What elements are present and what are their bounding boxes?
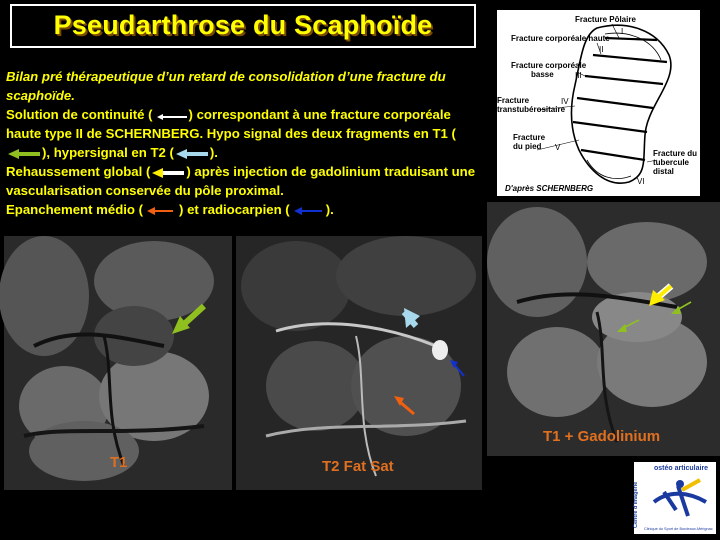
lightblue-arrow-icon: [174, 149, 210, 159]
mri-label-t1-gado: T1 + Gadolinium: [543, 428, 661, 445]
text-segment: ) après injection de gadolinium traduisant une vascularisation conservée du pôle proximal.: [6, 164, 476, 198]
label-corp-basse-2: basse: [531, 70, 554, 79]
mri-label-t2: T2 Fat Sat: [322, 458, 394, 475]
mri-t2-image: [236, 236, 482, 490]
logo-top-text: ostéo articulaire: [654, 465, 709, 472]
label-tub-2: tubercule: [653, 158, 690, 167]
text-segment: ) et radiocarpien (: [179, 202, 290, 217]
text-segment: Rehaussement global (: [6, 164, 151, 179]
label-corp-basse: Fracture corporéale: [511, 61, 587, 70]
scaphoid-drawing: [497, 10, 700, 196]
mri-label-t1: T1: [110, 454, 128, 471]
text-segment: ) correspondant à une fracture corporéale haute type II de SCHERNBERG. Hypo signal des deux fragments en T1 (: [6, 107, 456, 141]
roman-1: I: [621, 27, 624, 36]
mri-t1-gado-image: [487, 202, 720, 456]
mri-t1-image: [4, 236, 232, 490]
diagram-credit: D'après SCHERNBERG: [505, 184, 594, 193]
roman-4: IV: [561, 97, 569, 106]
text-segment: ).: [209, 145, 218, 160]
description-text: [6, 67, 488, 219]
label-tub-3: distal: [653, 167, 674, 176]
orange-arrow-icon: [143, 206, 179, 216]
white-arrow-icon: [153, 111, 189, 121]
schernberg-diagram: [497, 10, 700, 196]
intro-sentence: Bilan pré thérapeutique d’un retard de consolidation d’une fracture du scaphoïde.: [6, 69, 446, 103]
text-segment: ), hypersignal en T2 (: [42, 145, 174, 160]
text-segment: Epanchement médio (: [6, 202, 144, 217]
label-pied: Fracture: [513, 133, 546, 142]
label-trans: Fracture: [497, 96, 530, 105]
roman-6: VI: [637, 177, 645, 186]
mri-t1-drawing: [4, 236, 232, 490]
page-title: Pseudarthrose du Scaphoïde: [53, 10, 433, 40]
logo-side-text: Centre d'imagerie: [633, 481, 639, 528]
clinic-logo: [634, 462, 716, 534]
text-segment: ).: [325, 202, 334, 217]
logo-bottom-text: Clinique du Sport de Bordeaux-Mérignac: [644, 527, 713, 531]
label-trans-2: transtubérositaire: [497, 105, 566, 114]
mri-t2-drawing: [236, 236, 482, 490]
roman-5: V: [555, 143, 561, 152]
label-tub: Fracture du: [653, 149, 698, 158]
roman-3: III: [575, 71, 582, 80]
text-segment: Solution de continuité (: [6, 107, 153, 122]
mri-t1-gado-drawing: [487, 202, 720, 456]
label-polaire: Fracture Pôlaire: [575, 15, 636, 24]
label-corp-haute: Fracture corporéale haute: [511, 34, 610, 43]
label-pied-2: du pied: [513, 142, 542, 151]
blue-arrow-icon: [290, 206, 326, 216]
title-box: [10, 4, 476, 48]
yellow-arrow-icon: [150, 168, 186, 178]
green-arrow-icon: [6, 149, 42, 159]
logo-graphic: [634, 462, 716, 534]
roman-2: II: [599, 45, 604, 54]
